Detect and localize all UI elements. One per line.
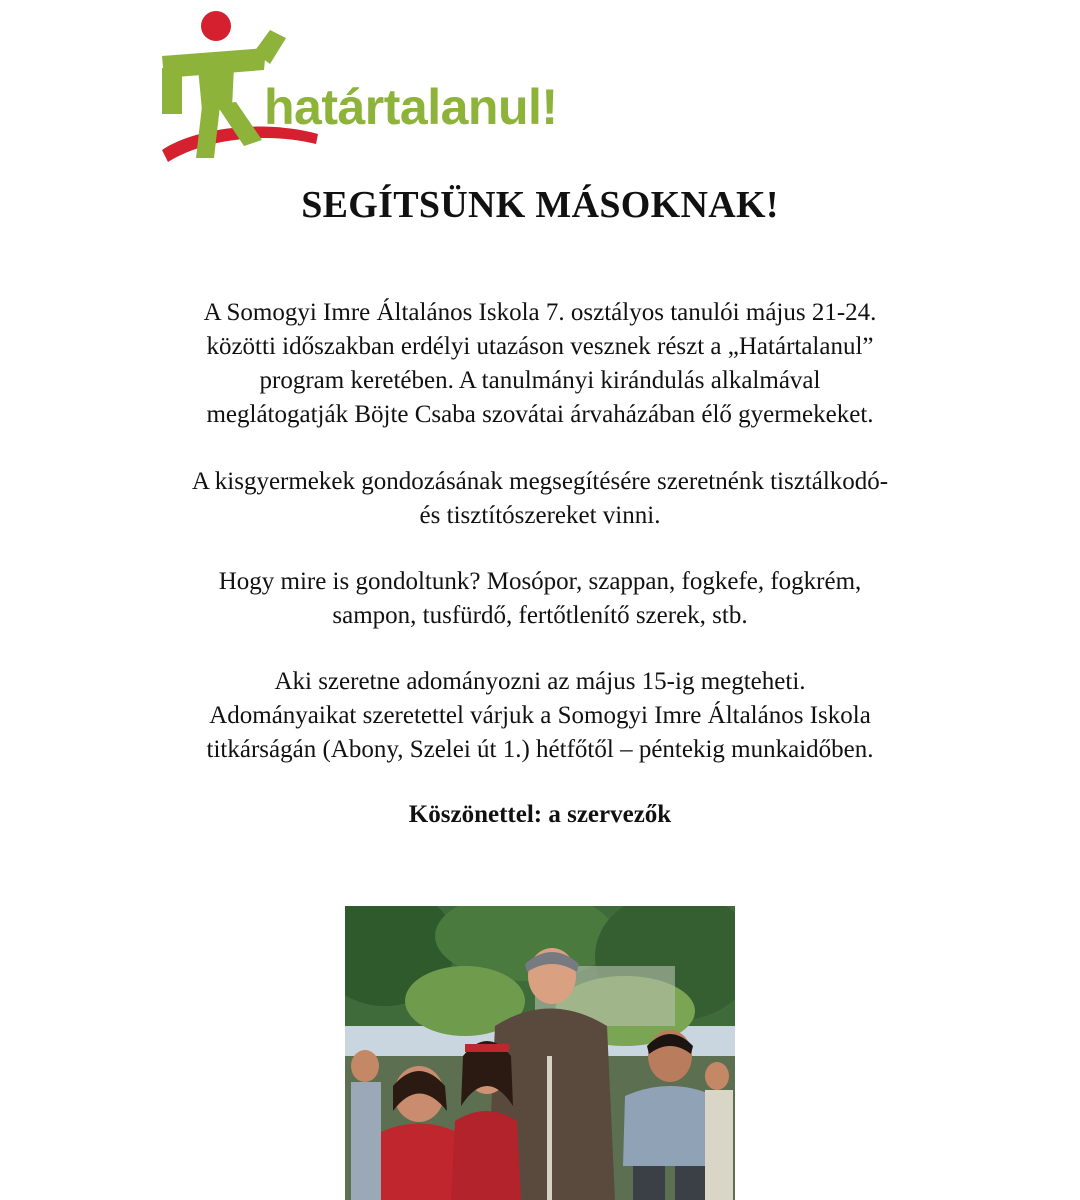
text-line: Adományaikat szeretettel várjuk a Somogyi Imre Általános Iskola [209,702,871,729]
text-line: sampon, tusfürdő, fertőtlenítő szerek, stb. [332,602,748,629]
page-title: SEGÍTSÜNK MÁSOKNAK! [301,184,779,226]
text-line: titkárságán (Abony, Szelei út 1.) hétfőtől – péntekig munkaidőben. [206,736,874,763]
text-line: A kisgyermekek gondozásának megsegítésére szeretnénk tisztálkodó- [191,468,889,495]
text-line: Hogy mire is gondoltunk? Mosópor, szappan, fogkefe, fogkrém, [218,568,862,595]
hatartalanul-logo [158,8,618,168]
photo-image [345,906,735,1200]
text-line: A Somogyi Imre Általános Iskola 7. osztályos tanulói május 21-24. [203,299,877,326]
paragraph-items [90,565,990,633]
paragraph-trip-info [90,296,990,432]
paragraph-goal [90,465,990,533]
signature: Köszönettel: a szervezők [408,801,672,828]
photo-children-with-priest [345,906,735,1200]
text-line: és tisztítószereket vinni. [419,502,661,529]
text-line: program keretében. A tanulmányi kirándulás alkalmával [259,367,821,394]
logo-wordmark: határtalanul! [264,79,558,135]
paragraph-donation-info [90,665,990,767]
text-line: Aki szeretne adományozni az május 15-ig megteheti. [274,668,806,695]
text-line: közötti időszakban erdélyi utazáson vesznek részt a „Határtalanul” [206,333,874,360]
text-line: meglátogatják Böjte Csaba szovátai árvaházában élő gyermekeket. [206,401,874,428]
